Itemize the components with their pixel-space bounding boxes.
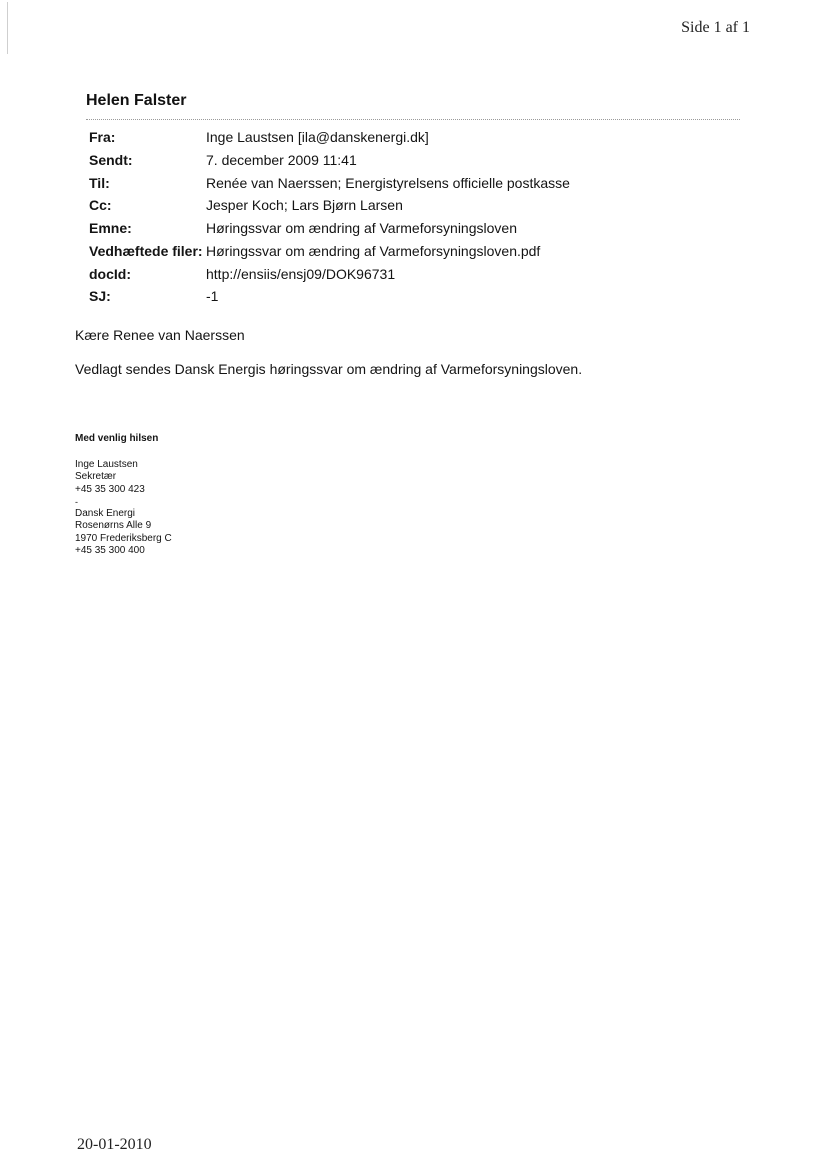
header-divider — [86, 119, 740, 120]
email-signature — [75, 459, 172, 557]
meta-row-sj — [89, 288, 570, 311]
attachments-value: Høringssvar om ændring af Varmeforsyningsloven.pdf — [206, 242, 541, 259]
meta-row-cc — [89, 197, 570, 220]
sent-label: Sendt: — [89, 151, 133, 168]
print-date: 20-01-2010 — [77, 1136, 152, 1153]
meta-row-from — [89, 129, 570, 152]
meta-row-docid — [89, 266, 570, 289]
meta-row-to — [89, 175, 570, 198]
attachments-label: Vedhæftede filer: — [89, 242, 203, 259]
email-body-text: Vedlagt sendes Dansk Energis høringssvar om ændring af Varmeforsyningsloven. — [75, 361, 583, 377]
from-value: Inge Laustsen [ila@danskenergi.dk] — [206, 129, 429, 145]
signature-company: Dansk Energi — [75, 508, 136, 520]
signature-divider-mark: - — [75, 496, 78, 507]
scan-edge-mark — [7, 2, 8, 54]
signature-city: 1970 Frederiksberg C — [75, 532, 172, 544]
signature-company-phone: +45 35 300 400 — [75, 545, 145, 557]
docid-value: http://ensiis/ensj09/DOK96731 — [206, 265, 396, 282]
email-closing: Med venlig hilsen — [75, 433, 159, 444]
meta-row-sent — [89, 152, 570, 175]
cc-value: Jesper Koch; Lars Bjørn Larsen — [206, 197, 403, 214]
page-number: Side 1 af 1 — [681, 19, 750, 36]
to-label: Til: — [89, 174, 110, 191]
sent-value: 7. december 2009 11:41 — [206, 151, 357, 168]
mailbox-owner-name: Helen Falster — [86, 92, 187, 109]
from-label: Fra: — [89, 129, 116, 145]
cc-label: Cc: — [89, 197, 112, 214]
sj-label: SJ: — [89, 288, 111, 305]
signature-phone: +45 35 300 423 — [75, 483, 145, 495]
sj-value: -1 — [206, 288, 219, 305]
subject-label: Emne: — [89, 220, 132, 236]
email-salutation: Kære Renee van Naerssen — [75, 327, 245, 343]
subject-value: Høringssvar om ændring af Varmeforsyningsloven — [206, 220, 517, 236]
meta-row-attachments — [89, 243, 570, 266]
to-value: Renée van Naerssen; Energistyrelsens officielle postkasse — [206, 174, 570, 191]
signature-divider — [75, 496, 172, 508]
signature-title: Sekretær — [75, 471, 117, 483]
meta-row-subject — [89, 220, 570, 243]
email-header-fields — [89, 129, 570, 311]
docid-label: docId: — [89, 265, 131, 282]
signature-street: Rosenørns Alle 9 — [75, 520, 152, 532]
signature-name: Inge Laustsen — [75, 459, 138, 470]
